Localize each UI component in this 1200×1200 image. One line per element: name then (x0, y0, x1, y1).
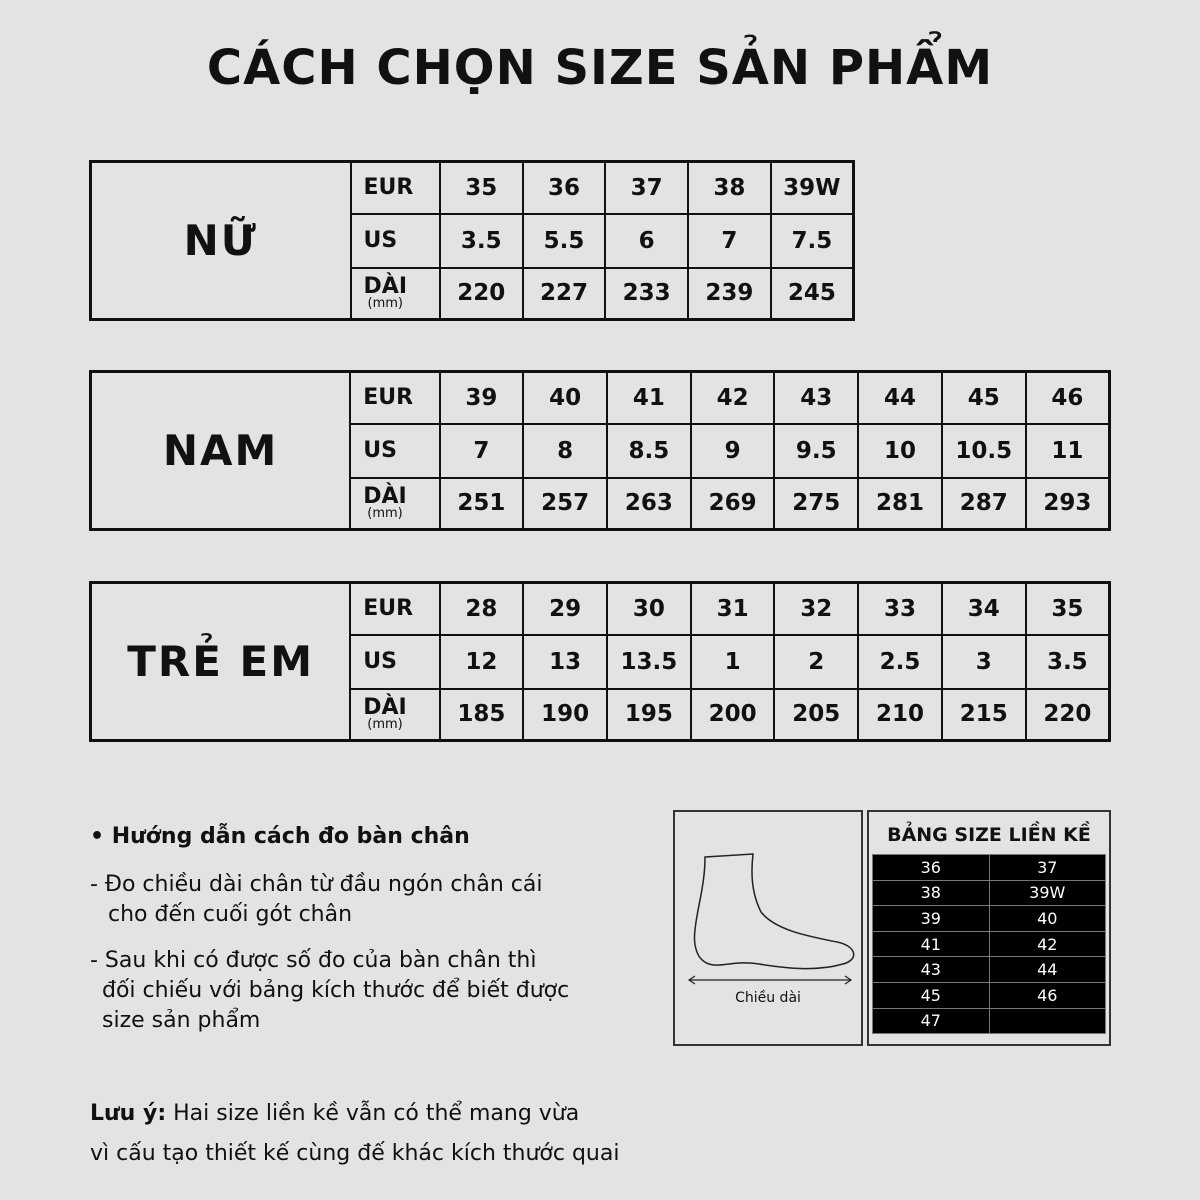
table-row (873, 931, 1106, 957)
size-cell-eur: 35 (440, 162, 523, 214)
size-cell-len: 233 (605, 268, 688, 320)
length-row-label (350, 478, 439, 530)
size-cell-eur: 46 (1026, 372, 1110, 424)
size-cell-us: 1 (691, 635, 775, 689)
size-cell-len: 263 (607, 478, 691, 530)
size-cell-eur: 28 (440, 583, 524, 635)
women-size-table (89, 160, 855, 321)
guide-step-2-line-3: size sản phẩm (102, 1008, 261, 1033)
guide-step-2-line-1: - Sau khi có được số đo của bàn chân thì (90, 948, 537, 973)
size-cell-len: 239 (688, 268, 771, 320)
size-cell-len: 195 (607, 689, 691, 741)
foot-outline-icon (675, 812, 861, 1044)
size-cell-len: 210 (858, 689, 942, 741)
adjacent-size-cell (989, 1008, 1106, 1034)
table-row (873, 982, 1106, 1008)
note (90, 1094, 730, 1174)
size-cell-us: 7.5 (771, 214, 854, 268)
size-cell-eur: 39W (771, 162, 854, 214)
size-cell-len: 251 (440, 478, 524, 530)
foot-diagram-box (673, 810, 863, 1046)
size-cell-us: 12 (440, 635, 524, 689)
adjacent-size-cell: 41 (873, 931, 990, 957)
measuring-guide (90, 822, 660, 1052)
size-cell-len: 245 (771, 268, 854, 320)
size-cell-len: 190 (523, 689, 607, 741)
size-cell-eur: 42 (691, 372, 775, 424)
size-cell-len: 220 (1026, 689, 1110, 741)
length-row-label (351, 268, 440, 320)
size-cell-us: 8 (523, 424, 607, 478)
guide-heading: • Hướng dẫn cách đo bàn chân (90, 824, 470, 849)
note-line-2: vì cấu tạo thiết kế cùng đế khác kích thước quai (90, 1141, 620, 1166)
size-cell-us: 8.5 (607, 424, 691, 478)
adjacent-size-table (872, 854, 1106, 1034)
adjacent-size-cell: 45 (873, 982, 990, 1008)
table-row (873, 855, 1106, 881)
adjacent-size-cell: 43 (873, 957, 990, 983)
size-cell-eur: 31 (691, 583, 775, 635)
size-cell-us: 7 (440, 424, 524, 478)
size-cell-len: 257 (523, 478, 607, 530)
size-cell-us: 2.5 (858, 635, 942, 689)
size-cell-us: 6 (605, 214, 688, 268)
size-cell-eur: 35 (1026, 583, 1110, 635)
guide-step-2 (90, 946, 660, 1036)
size-cell-len: 269 (691, 478, 775, 530)
kids-size-table (89, 581, 1111, 742)
size-cell-eur: 30 (607, 583, 691, 635)
size-cell-eur: 33 (858, 583, 942, 635)
adjacent-size-cell: 39W (989, 880, 1106, 906)
size-cell-len: 200 (691, 689, 775, 741)
page-title: CÁCH CHỌN SIZE SẢN PHẨM (206, 40, 994, 96)
size-cell-us: 3.5 (1026, 635, 1110, 689)
adjacent-size-cell: 40 (989, 906, 1106, 932)
guide-step-1-line-2: cho đến cuối gót chân (108, 902, 353, 927)
size-cell-eur: 45 (942, 372, 1026, 424)
table-row (873, 1008, 1106, 1034)
size-cell-len: 287 (942, 478, 1026, 530)
length-unit: (mm) (367, 717, 403, 733)
us-row-label: US (351, 214, 440, 268)
table-row (873, 957, 1106, 983)
size-cell-eur: 29 (523, 583, 607, 635)
size-cell-len: 185 (440, 689, 524, 741)
eur-row-label: EUR (351, 162, 440, 214)
size-cell-us: 10.5 (942, 424, 1026, 478)
us-row-label: US (350, 635, 439, 689)
adjacent-size-cell: 39 (873, 906, 990, 932)
size-cell-us: 13.5 (607, 635, 691, 689)
size-cell-us: 9.5 (774, 424, 858, 478)
size-cell-us: 9 (691, 424, 775, 478)
adjacent-size-panel (867, 810, 1111, 1046)
guide-step-1-line-1: - Đo chiều dài chân từ đầu ngón chân cái (90, 872, 543, 897)
table-row (873, 906, 1106, 932)
size-cell-len: 205 (774, 689, 858, 741)
adjacent-size-cell: 44 (989, 957, 1106, 983)
adjacent-size-cell: 46 (989, 982, 1106, 1008)
size-cell-us: 7 (688, 214, 771, 268)
size-cell-eur: 38 (688, 162, 771, 214)
size-cell-eur: 36 (523, 162, 606, 214)
size-cell-us: 10 (858, 424, 942, 478)
size-cell-len: 215 (942, 689, 1026, 741)
kids-label: TRẺ EM (91, 583, 351, 741)
length-row-label (350, 689, 439, 741)
size-cell-eur: 44 (858, 372, 942, 424)
size-cell-eur: 39 (440, 372, 524, 424)
length-unit: (mm) (367, 506, 403, 522)
guide-step-1 (90, 870, 660, 930)
size-cell-eur: 37 (605, 162, 688, 214)
eur-row-label: EUR (350, 583, 439, 635)
guide-step-2-line-2: đối chiếu với bảng kích thước để biết được (102, 978, 570, 1003)
women-label: NỮ (91, 162, 351, 320)
size-cell-len: 275 (774, 478, 858, 530)
size-cell-eur: 41 (607, 372, 691, 424)
adjacent-size-title: BẢNG SIZE LIỀN KỀ (887, 824, 1091, 846)
foot-length-caption: Chiều dài (735, 990, 801, 1006)
size-cell-len: 293 (1026, 478, 1110, 530)
size-cell-eur: 40 (523, 372, 607, 424)
size-cell-len: 281 (858, 478, 942, 530)
length-label: DÀI (363, 274, 408, 300)
adjacent-size-cell: 36 (873, 855, 990, 881)
men-label: NAM (91, 372, 351, 530)
size-cell-us: 2 (774, 635, 858, 689)
size-cell-us: 3.5 (440, 214, 523, 268)
note-line-1: Hai size liền kề vẫn có thể mang vừa (166, 1101, 580, 1126)
adjacent-size-cell: 38 (873, 880, 990, 906)
size-cell-len: 220 (440, 268, 523, 320)
note-label: Lưu ý: (90, 1101, 167, 1126)
size-cell-eur: 43 (774, 372, 858, 424)
size-cell-len: 227 (523, 268, 606, 320)
size-cell-us: 11 (1026, 424, 1110, 478)
length-label: DÀI (363, 484, 407, 510)
size-cell-eur: 34 (942, 583, 1026, 635)
size-cell-us: 13 (523, 635, 607, 689)
size-cell-eur: 32 (774, 583, 858, 635)
length-label: DÀI (363, 695, 407, 721)
table-row (873, 880, 1106, 906)
eur-row-label: EUR (350, 372, 439, 424)
adjacent-size-cell: 42 (989, 931, 1106, 957)
length-unit: (mm) (367, 296, 404, 312)
size-cell-us: 3 (942, 635, 1026, 689)
adjacent-size-cell: 47 (873, 1008, 990, 1034)
men-size-table (89, 370, 1111, 531)
size-cell-us: 5.5 (523, 214, 606, 268)
us-row-label: US (350, 424, 439, 478)
adjacent-size-cell: 37 (989, 855, 1106, 881)
